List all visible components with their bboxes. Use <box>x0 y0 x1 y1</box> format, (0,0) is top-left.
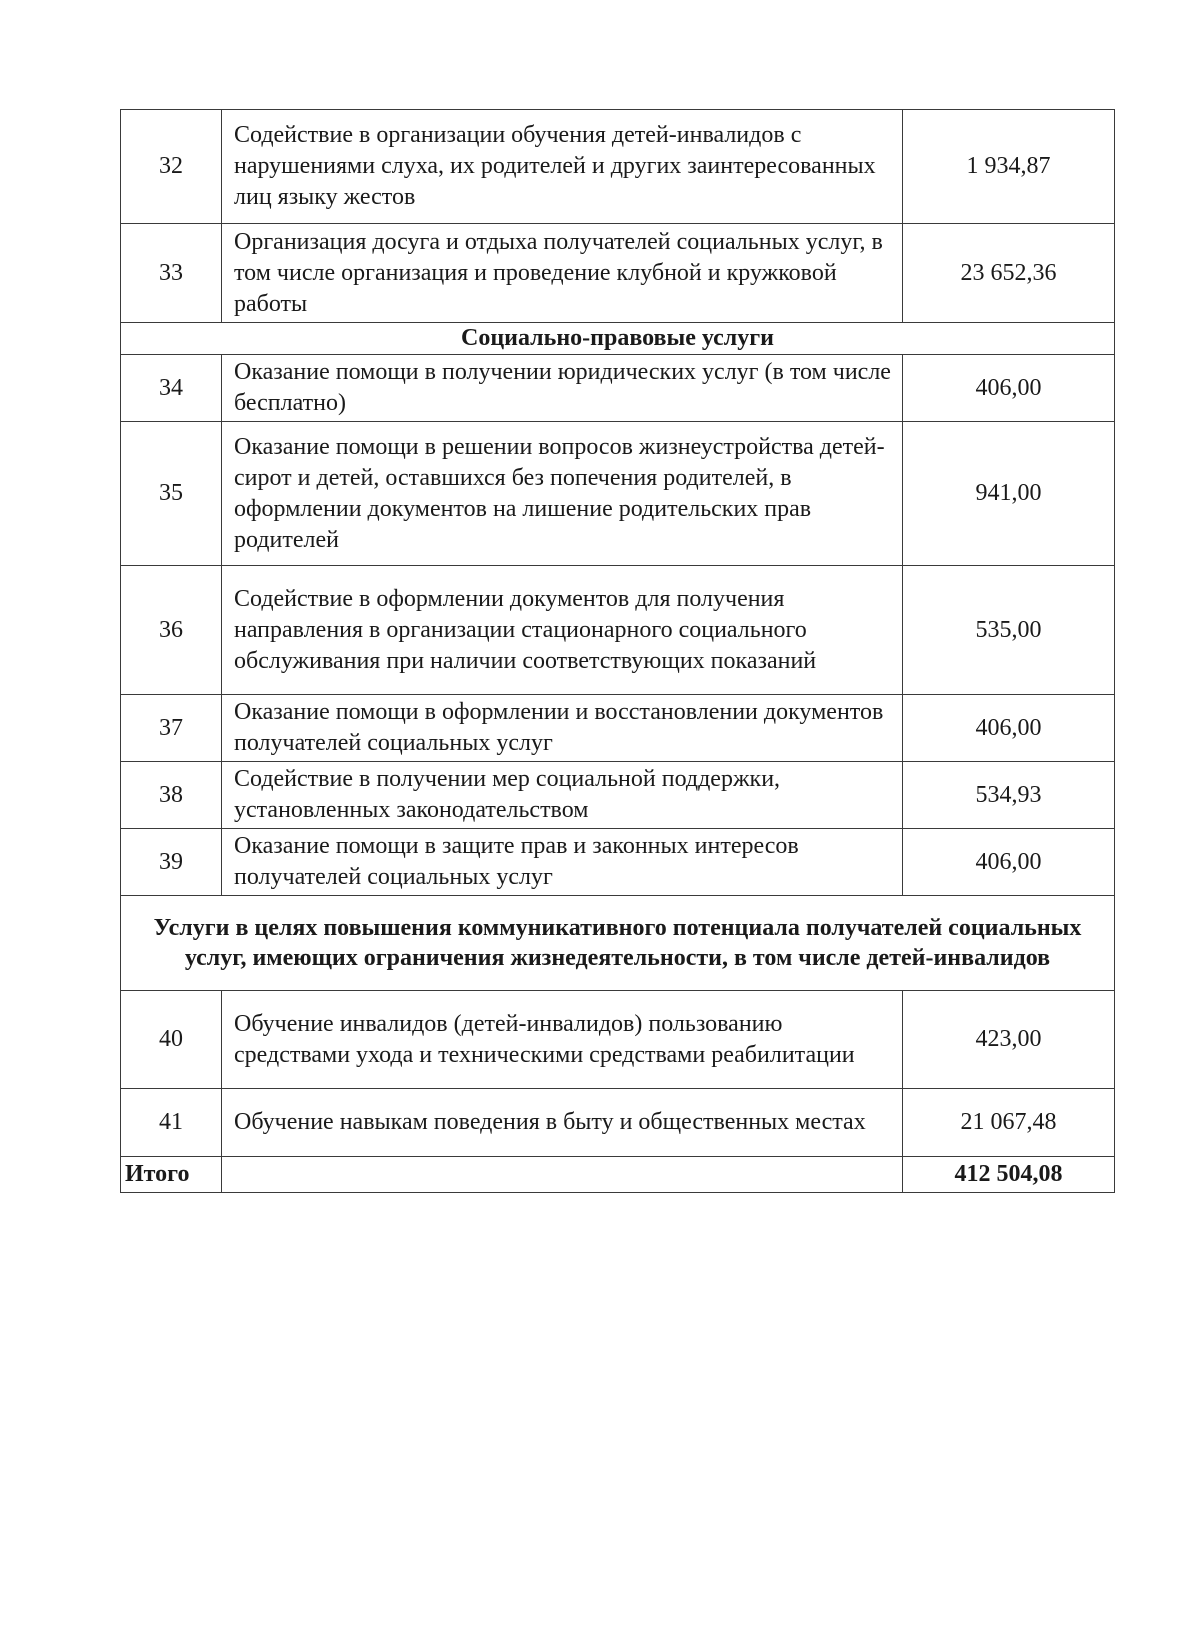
row-number: 36 <box>121 566 222 695</box>
row-number: 32 <box>121 110 222 224</box>
table-row <box>121 991 1115 1089</box>
service-amount: 1 934,87 <box>903 110 1115 224</box>
service-amount: 406,00 <box>903 695 1115 762</box>
service-description: Организация досуга и отдыха получателей социальных услуг, в том числе организация и проведение клубной и кружковой работы <box>222 224 903 323</box>
service-amount: 23 652,36 <box>903 224 1115 323</box>
table-row <box>121 110 1115 224</box>
row-number: 37 <box>121 695 222 762</box>
service-description: Содействие в получении мер социальной поддержки, установленных законодательством <box>222 762 903 829</box>
table-row <box>121 829 1115 896</box>
total-empty-cell <box>222 1157 903 1193</box>
services-cost-table <box>120 109 1115 1193</box>
table-row <box>121 762 1115 829</box>
service-description: Содействие в оформлении документов для получения направления в организации стационарного социального обслуживания при наличии соответствующих показаний <box>222 566 903 695</box>
row-number: 40 <box>121 991 222 1089</box>
table-row <box>121 355 1115 422</box>
service-amount: 21 067,48 <box>903 1089 1115 1157</box>
row-number: 39 <box>121 829 222 896</box>
service-description: Обучение инвалидов (детей-инвалидов) пользованию средствами ухода и техническими средствами реабилитации <box>222 991 903 1089</box>
service-description: Обучение навыкам поведения в быту и общественных местах <box>222 1089 903 1157</box>
service-amount: 406,00 <box>903 829 1115 896</box>
service-description: Оказание помощи в получении юридических услуг (в том числе бесплатно) <box>222 355 903 422</box>
service-amount: 406,00 <box>903 355 1115 422</box>
total-label: Итого <box>121 1157 222 1193</box>
section-header-row <box>121 896 1115 991</box>
table-row <box>121 695 1115 762</box>
row-number: 41 <box>121 1089 222 1157</box>
row-number: 35 <box>121 422 222 566</box>
service-amount: 423,00 <box>903 991 1115 1089</box>
row-number: 34 <box>121 355 222 422</box>
table-row <box>121 1089 1115 1157</box>
total-amount: 412 504,08 <box>903 1157 1115 1193</box>
section-heading: Социально-правовые услуги <box>121 323 1115 355</box>
service-amount: 535,00 <box>903 566 1115 695</box>
table-row <box>121 224 1115 323</box>
service-amount: 534,93 <box>903 762 1115 829</box>
service-description: Оказание помощи в защите прав и законных интересов получателей социальных услуг <box>222 829 903 896</box>
service-description: Содействие в организации обучения детей-инвалидов с нарушениями слуха, их родителей и других заинтересованных лиц языку жестов <box>222 110 903 224</box>
table-row <box>121 566 1115 695</box>
service-amount: 941,00 <box>903 422 1115 566</box>
section-header-row <box>121 323 1115 355</box>
table-row <box>121 422 1115 566</box>
total-row <box>121 1157 1115 1193</box>
service-description: Оказание помощи в оформлении и восстановлении документов получателей социальных услуг <box>222 695 903 762</box>
row-number: 38 <box>121 762 222 829</box>
section-heading: Услуги в целях повышения коммуникативного потенциала получателей социальных услуг, имеющих ограничения жизнедеятельности, в том числе детей-инвалидов <box>121 896 1115 991</box>
row-number: 33 <box>121 224 222 323</box>
service-description: Оказание помощи в решении вопросов жизнеустройства детей-сирот и детей, оставшихся без попечения родителей, в оформлении документов на лишение родительских прав родителей <box>222 422 903 566</box>
